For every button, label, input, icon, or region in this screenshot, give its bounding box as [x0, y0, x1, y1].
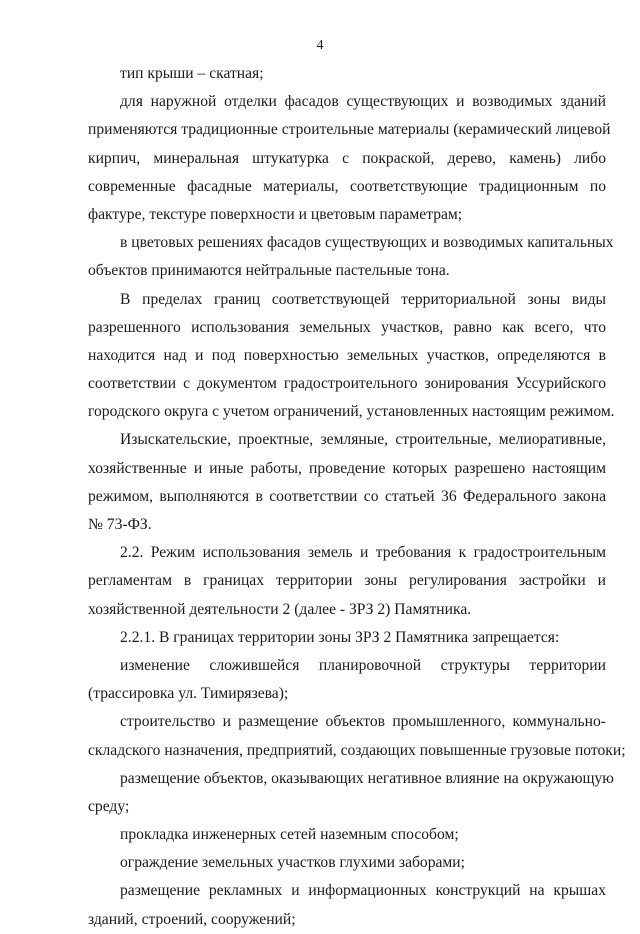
text-line: 2.2. Режим использования земель и требования к градостроительным	[120, 544, 606, 562]
text-line: прокладка инженерных сетей наземным способом;	[120, 826, 459, 844]
document-body	[88, 60, 626, 934]
text-line: № 73-ФЗ.	[88, 516, 152, 533]
text-line: применяются традиционные строительные материалы (керамический лицевой	[88, 121, 611, 139]
text-line: находится над и под поверхностью земельных участков, определяются в	[88, 346, 606, 364]
text-line: режимом, выполняются в соответствии со статьей 36 Федерального закона	[88, 487, 606, 505]
text-line: объектов принимаются нейтральные пастельные тона.	[88, 262, 450, 280]
text-line: разрешенного использования земельных участков, равно как всего, что	[88, 318, 606, 336]
text-line: (трассировка ул. Тимирязева);	[88, 685, 289, 703]
text-line: ограждение земельных участков глухими заборами;	[120, 854, 465, 872]
text-line: размещение рекламных и информационных конструкций на крышах	[120, 882, 606, 900]
text-line: хозяйственные и иные работы, проведение которых разрешено настоящим	[88, 459, 606, 477]
text-line: зданий, строений, сооружений;	[88, 910, 296, 928]
text-line: современные фасадные материалы, соответствующие традиционным по	[88, 177, 606, 195]
text-line: среду;	[88, 797, 130, 815]
text-line: Изыскательские, проектные, земляные, строительные, мелиоративные,	[120, 431, 606, 449]
text-line: в цветовых решениях фасадов существующих и возводимых капитальных	[120, 234, 614, 252]
text-line: городского округа с учетом ограничений, установленных настоящим режимом.	[88, 403, 615, 421]
text-line: соответствии с документом градостроительного зонирования Уссурийского	[88, 375, 606, 393]
text-line: строительство и размещение объектов промышленного, коммунально-	[120, 713, 606, 731]
text-line: регламентам в границах территории зоны регулирования застройки и	[88, 572, 606, 590]
text-line: кирпич, минеральная штукатурка с покраской, дерево, камень) либо	[88, 149, 606, 167]
text-line: изменение сложившейся планировочной структуры территории	[120, 656, 606, 674]
text-line: 2.2.1. В границах территории зоны ЗРЗ 2 Памятника запрещается:	[120, 628, 560, 646]
text-line: размещение объектов, оказывающих негативное влияние на окружающую	[120, 769, 614, 787]
text-line: В пределах границ соответствующей территориальной зоны виды	[120, 290, 606, 308]
text-line: для наружной отделки фасадов существующих и возводимых зданий	[120, 93, 606, 111]
text-line: тип крыши – скатная;	[120, 65, 264, 82]
page-number: 4	[316, 38, 324, 53]
text-line: хозяйственной деятельности 2 (далее - ЗРЗ 2) Памятника.	[88, 600, 472, 618]
text-line: фактуре, текстуре поверхности и цветовым параметрам;	[88, 205, 463, 223]
text-line: складского назначения, предприятий, создающих повышенные грузовые потоки;	[88, 741, 626, 759]
